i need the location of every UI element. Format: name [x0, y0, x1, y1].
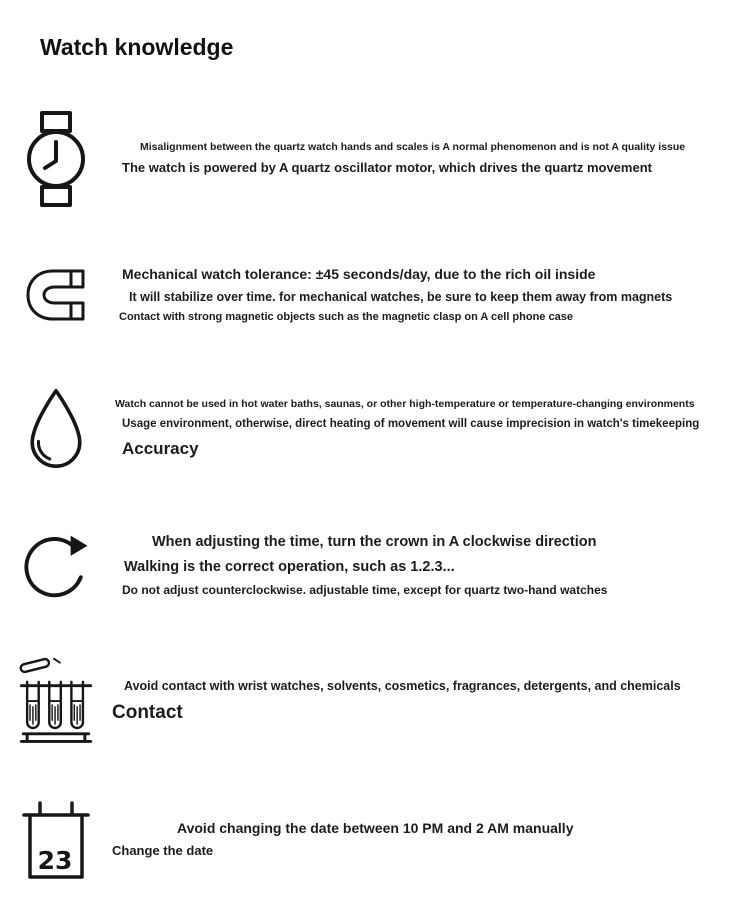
- text-line: Do not adjust counterclockwise. adjustable time, except for quartz two-hand watches: [122, 583, 608, 598]
- icon-column: [0, 799, 112, 881]
- icon-column: [0, 530, 112, 602]
- text-column: [112, 815, 750, 864]
- text-line: The watch is powered by A quartz oscillator motor, which drives the quartz movement: [122, 160, 652, 175]
- section-quartz-movement: [0, 109, 750, 209]
- text-line: Avoid changing the date between 10 PM and 2 AM manually: [177, 819, 574, 836]
- text-line: It will stabilize over time. for mechanical watches, be sure to keep them away from magnets: [129, 290, 673, 305]
- text-line: Contact: [112, 702, 183, 724]
- icon-column: [0, 387, 112, 471]
- text-line: Avoid contact with wrist watches, solvents, cosmetics, fragrances, detergents, and chemicals: [124, 679, 681, 694]
- icon-column: [0, 109, 112, 209]
- calendar-icon: [22, 799, 90, 881]
- text-line: Watch cannot be used in hot water baths, saunas, or other high-temperature or temperature-changing environments: [115, 397, 695, 410]
- text-column: [112, 529, 750, 603]
- clockwise-arrow-icon: [20, 530, 92, 602]
- text-line: Change the date: [112, 843, 214, 859]
- text-line: Misalignment between the quartz watch hands and scales is A normal phenomenon and is not A quality issue: [140, 141, 686, 154]
- text-column: [112, 137, 750, 181]
- test-tubes-icon: [18, 653, 94, 753]
- icon-column: [0, 653, 112, 753]
- page-title: Watch knowledge: [40, 34, 234, 60]
- section-magnetism: [0, 261, 750, 329]
- text-line: Mechanical watch tolerance: ±45 seconds/day, due to the rich oil inside: [122, 266, 596, 282]
- text-line: Contact with strong magnetic objects such as the magnetic clasp on A cell phone case: [119, 311, 573, 324]
- icon-column: [0, 267, 112, 323]
- section-temperature-accuracy: [0, 387, 750, 471]
- text-column: [112, 394, 750, 464]
- section-date-change: [0, 799, 750, 881]
- text-column: [112, 261, 750, 329]
- text-line: Accuracy: [122, 438, 199, 458]
- water-drop-icon: [25, 387, 87, 471]
- wristwatch-icon: [26, 109, 86, 209]
- calendar-day-number: 23: [37, 845, 73, 875]
- section-chemical-contact: [0, 653, 750, 753]
- text-column: [112, 674, 750, 730]
- magnet-icon: [25, 267, 87, 323]
- text-line: When adjusting the time, turn the crown in A clockwise direction: [152, 533, 597, 550]
- section-crown-adjustment: [0, 529, 750, 603]
- text-line: Usage environment, otherwise, direct heating of movement will cause imprecision in watch's timekeeping: [122, 417, 700, 430]
- text-line: Walking is the correct operation, such as 1.2.3...: [124, 559, 455, 576]
